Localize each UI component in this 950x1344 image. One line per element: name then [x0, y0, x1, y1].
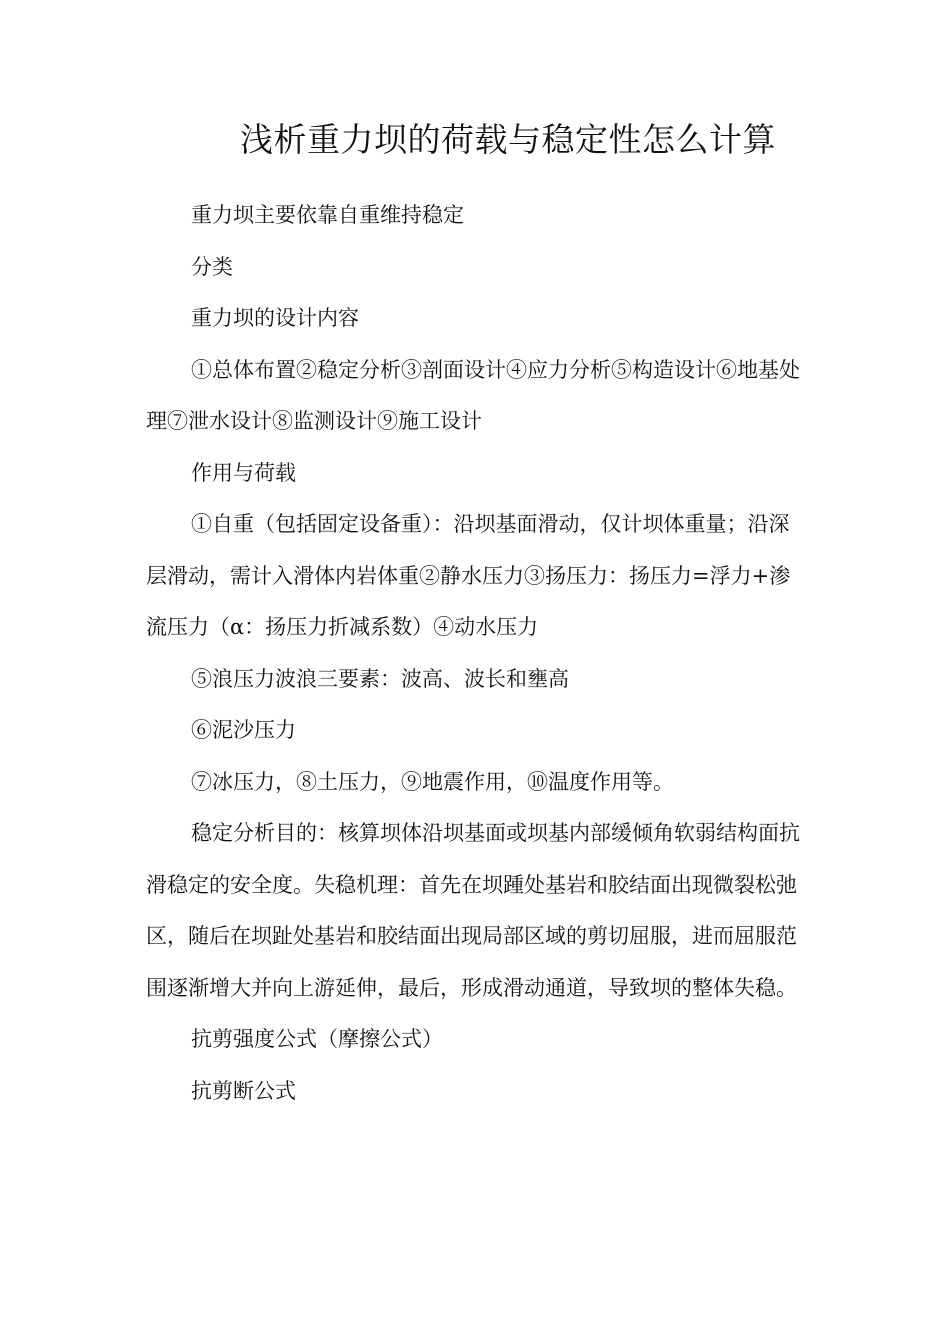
paragraph-intro: 重力坝主要依靠自重维持稳定 [191, 203, 464, 227]
paragraph-design-content-heading: 重力坝的设计内容 [191, 306, 359, 330]
document-title: 浅析重力坝的荷载与稳定性怎么计算 [240, 120, 776, 159]
paragraph-shear-fracture-formula: 抗剪断公式 [191, 1078, 296, 1103]
paragraph-design-content-list: ①总体布置②稳定分析③剖面设计④应力分析⑤构造设计⑥地基处理⑦泄水设计⑧监测设计⑨施工设计 [146, 357, 800, 433]
paragraph-wave-pressure: ⑤浪压力波浪三要素：波高、波长和壅高 [191, 666, 569, 691]
paragraph-shear-strength-formula: 抗剪强度公式（摩擦公式） [191, 1027, 443, 1051]
document-body [146, 190, 800, 1117]
paragraph-classification: 分类 [191, 254, 233, 279]
paragraph-loads-list: ①自重（包括固定设备重）：沿坝基面滑动，仅计坝体重量；沿深层滑动，需计入滑体内岩体重②静水压力③扬压力：扬压力=浮力+渗流压力（α：扬压力折减系数）④动水压力 [146, 512, 791, 639]
paragraph-other-actions: ⑦冰压力，⑧土压力，⑨地震作用，⑩温度作用等。 [191, 769, 674, 794]
paragraph-actions-loads-heading: 作用与荷载 [191, 460, 296, 485]
paragraph-silt-pressure: ⑥泥沙压力 [191, 718, 296, 742]
paragraph-stability-analysis: 稳定分析目的：核算坝体沿坝基面或坝基内部缓倾角软弱结构面抗滑稳定的安全度。失稳机理：首先在坝踵处基岩和胶结面出现微裂松弛区，随后在坝趾处基岩和胶结面出现局部区域的剪切屈服，进而屈服范围逐渐增大并向上游延伸，最后，形成滑动通道，导致坝的整体失稳。 [146, 821, 800, 1000]
